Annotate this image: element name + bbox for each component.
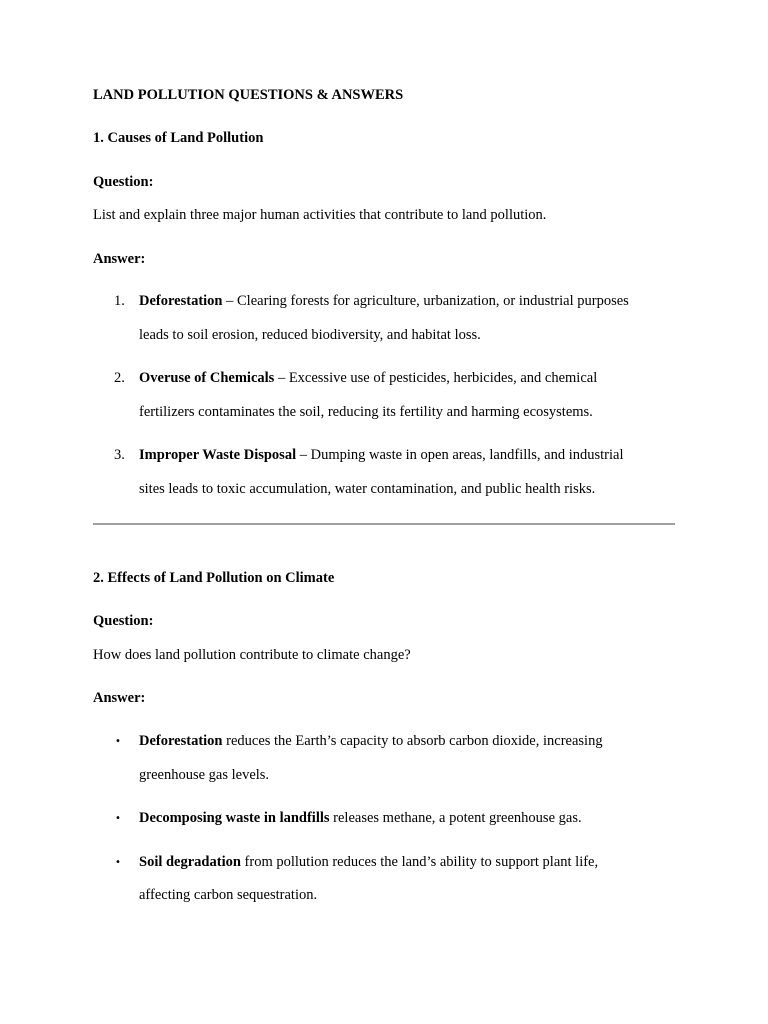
item-text-continued: fertilizers contaminates the soil, reducing its fertility and harming ecosystems. [139, 403, 593, 420]
list-item [93, 802, 675, 836]
list-number: 2. [114, 370, 125, 386]
item-text: – Clearing forests for agriculture, urbanization, or industrial purposes [222, 293, 629, 309]
section-2-heading: 2. Effects of Land Pollution on Climate [93, 570, 335, 586]
section-divider [93, 523, 675, 525]
list-number: 1. [114, 293, 125, 309]
item-term: Decomposing waste in landfills [139, 810, 330, 826]
section-2-answer-label: Answer: [93, 690, 146, 706]
list-item [93, 362, 675, 429]
item-term: Deforestation [139, 293, 223, 309]
item-term: Soil degradation [139, 853, 241, 870]
bullet-icon: • [115, 813, 121, 824]
item-text-continued: leads to soil erosion, reduced biodiversity, and habitat loss. [139, 326, 481, 343]
section-2-question-text: How does land pollution contribute to climate change? [93, 647, 411, 663]
item-text-continued: affecting carbon sequestration. [139, 887, 318, 903]
section-2-answer-list [93, 725, 675, 923]
item-term: Improper Waste Disposal [139, 447, 297, 463]
list-item [93, 285, 675, 352]
item-term: Overuse of Chemicals [139, 370, 275, 386]
item-text: from pollution reduces the land’s ability to support plant life, [240, 853, 599, 870]
item-text-continued: greenhouse gas levels. [139, 766, 270, 783]
item-text: – Dumping waste in open areas, landfills, and industrial [296, 447, 624, 463]
bullet-icon: • [115, 856, 121, 868]
section-1-answer-label: Answer: [93, 251, 146, 267]
item-text: releases methane, a potent greenhouse gas. [329, 810, 582, 826]
document-title: LAND POLLUTION QUESTIONS & ANSWERS [93, 87, 404, 103]
item-term: Deforestation [139, 733, 223, 749]
section-2-question-label: Question: [93, 613, 154, 629]
section-1-question-text: List and explain three major human activities that contribute to land pollution. [93, 207, 547, 223]
item-text-continued: sites leads to toxic accumulation, water contamination, and public health risks. [139, 480, 596, 497]
list-item [93, 846, 675, 913]
list-number: 3. [114, 447, 125, 463]
section-1-question-label: Question: [93, 174, 154, 190]
item-text: – Excessive use of pesticides, herbicides, and chemical [274, 370, 598, 386]
list-item [93, 725, 675, 792]
section-1-heading: 1. Causes of Land Pollution [93, 130, 264, 146]
list-item [93, 439, 675, 506]
bullet-icon: • [115, 736, 121, 747]
section-1-answer-list [93, 285, 675, 516]
item-text: reduces the Earth’s capacity to absorb carbon dioxide, increasing [222, 733, 603, 749]
